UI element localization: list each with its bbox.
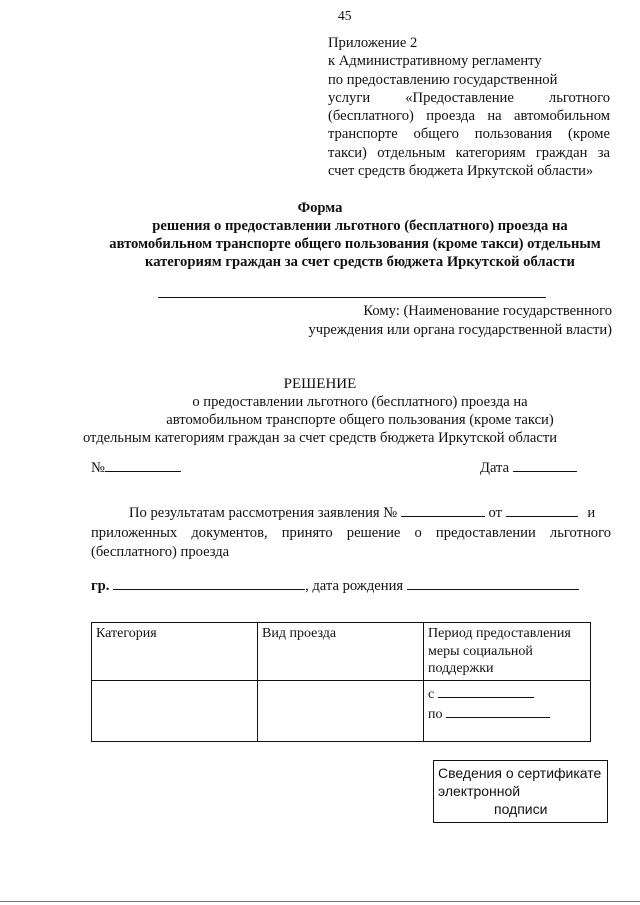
form-subtitle — [90, 217, 630, 271]
decision-title: РЕШЕНИЕ — [283, 376, 357, 392]
date-blank[interactable] — [513, 457, 577, 472]
benefit-table — [91, 622, 591, 742]
paragraph-line: (бесплатного) проезда — [91, 544, 230, 560]
decision-subtitle-line: о предоставлении льготного (бесплатного) проезда на — [192, 394, 528, 410]
decision-subtitle-line: автомобильном транспорте общего пользования (кроме такси) — [166, 412, 554, 428]
annex-line: по предоставлению государственной — [328, 71, 558, 88]
period-from-label: с — [428, 686, 435, 702]
table-header-cell: Вид проезда — [258, 623, 424, 681]
date-label: Дата — [480, 460, 510, 476]
period-from-blank[interactable] — [438, 683, 534, 698]
recipient-blank-line[interactable] — [158, 297, 546, 298]
citizen-name-blank[interactable] — [113, 575, 305, 590]
application-number-blank[interactable] — [401, 502, 485, 517]
table-row — [92, 680, 591, 741]
table-header-cell: Период предоставления меры социальной поддержки — [424, 623, 591, 681]
period-to-blank[interactable] — [446, 703, 550, 718]
recipient-line: учреждения или органа государственной власти) — [308, 321, 612, 338]
paragraph-text: и — [587, 505, 596, 521]
birth-date-blank[interactable] — [407, 575, 579, 590]
recipient-block — [290, 302, 612, 339]
period-to-label: по — [428, 707, 443, 722]
annex-line: к Административному регламенту — [328, 53, 542, 70]
paragraph-text: от — [488, 505, 502, 521]
citizen-label: гр. — [91, 578, 110, 594]
form-subtitle-line: автомобильном транспорте общего пользования (кроме такси) отдельным — [109, 236, 601, 252]
annex-line: счет средств бюджета Иркутской области» — [328, 163, 594, 180]
decision-paragraph — [91, 502, 611, 563]
decision-date-field — [480, 457, 577, 477]
signature-line: электронной — [438, 783, 521, 799]
page-number: 45 — [338, 8, 352, 23]
number-blank[interactable] — [105, 457, 181, 472]
number-label: № — [91, 460, 105, 476]
annex-line: такси) отдельным категориям граждан за — [328, 144, 610, 161]
annex-line: услуги «Предоставление льготного — [328, 89, 610, 106]
application-date-blank[interactable] — [506, 502, 578, 517]
category-cell[interactable] — [92, 680, 258, 741]
page-bottom-rule — [0, 901, 640, 902]
decision-subtitle — [80, 393, 640, 447]
signature-certificate-box — [433, 760, 608, 823]
form-title: Форма — [297, 200, 343, 216]
annex-line: Приложение 2 — [328, 35, 418, 51]
table-header-row — [92, 623, 591, 681]
paragraph-text: По результатам рассмотрения заявления № — [129, 505, 398, 521]
signature-line: Сведения о сертификате — [438, 765, 602, 781]
decision-number-field — [91, 457, 181, 477]
birth-date-label: , дата рождения — [305, 578, 404, 594]
annex-line: транспорте общего пользования (кроме — [328, 126, 610, 143]
annex-header — [328, 34, 610, 180]
form-subtitle-line: решения о предоставлении льготного (бесплатного) проезда на — [152, 218, 568, 234]
decision-subtitle-line: отдельным категориям граждан за счет средств бюджета Иркутской области — [82, 430, 558, 446]
paragraph-line: приложенных документов, принято решение о предоставлении льготного — [91, 524, 611, 541]
table-header-cell: Категория — [92, 623, 258, 681]
annex-line: (бесплатного) проезда на автомобильном — [328, 108, 610, 125]
recipient-line: Кому: (Наименование государственного — [363, 303, 612, 319]
period-cell — [424, 680, 591, 741]
citizen-field — [91, 575, 579, 595]
form-subtitle-line: категориям граждан за счет средств бюджета Иркутской области — [145, 254, 575, 270]
signature-line: подписи — [494, 801, 548, 817]
travel-type-cell[interactable] — [258, 680, 424, 741]
